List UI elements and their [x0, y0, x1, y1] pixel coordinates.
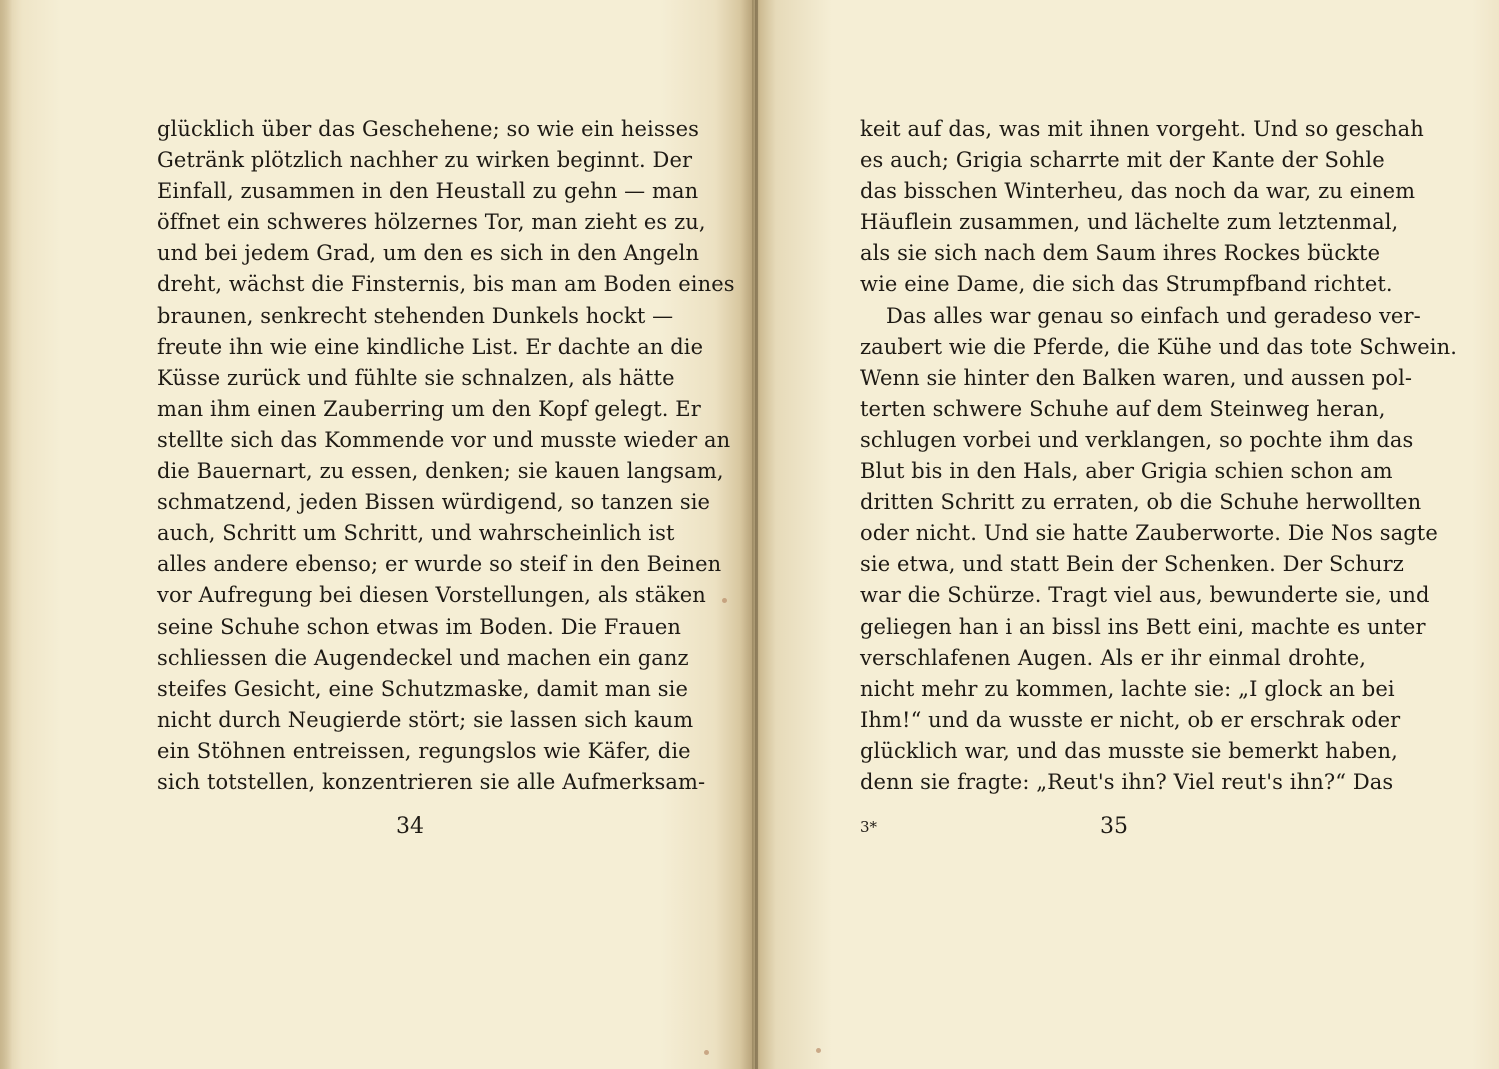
book-gutter	[755, 0, 758, 1069]
text-line: nicht mehr zu kommen, lachte sie: „I glock an bei	[860, 676, 1395, 701]
paper-speck	[816, 1048, 821, 1053]
text-line: ein Stöhnen entreissen, regungslos wie Käfer, die	[157, 738, 691, 763]
text-line: war die Schürze. Tragt viel aus, bewunderte sie, und	[860, 583, 1430, 608]
text-line: freute ihn wie eine kindliche List. Er dachte an die	[157, 334, 704, 359]
text-line: Ihm!“ und da wusste er nicht, ob er erschrak oder	[860, 707, 1401, 732]
text-line: seine Schuhe schon etwas im Boden. Die Frauen	[157, 614, 681, 639]
text-line: braunen, senkrecht stehenden Dunkels hockt —	[157, 303, 674, 328]
page-number-right: 35	[1100, 814, 1128, 839]
text-line: und bei jedem Grad, um den es sich in den Angeln	[157, 241, 700, 266]
text-line: Wenn sie hinter den Balken waren, und aussen pol-	[860, 365, 1413, 390]
text-line: Getränk plötzlich nachher zu wirken beginnt. Der	[157, 148, 693, 173]
text-line: dritten Schritt zu erraten, ob die Schuhe herwollten	[860, 490, 1422, 515]
paper-speck	[704, 1050, 709, 1055]
text-line: geliegen han i an bissl ins Bett eini, machte es unter	[860, 614, 1426, 639]
text-line: nicht durch Neugierde stört; sie lassen sich kaum	[157, 707, 694, 732]
text-line: verschlafenen Augen. Als er ihr einmal drohte,	[860, 645, 1366, 670]
text-line: zaubert wie die Pferde, die Kühe und das tote Schwein.	[860, 334, 1458, 359]
left-page-text	[157, 114, 735, 798]
paper-speck	[722, 598, 727, 603]
text-line: sich totstellen, konzentrieren sie alle Aufmerksam-	[157, 769, 706, 794]
text-line: Häuflein zusammen, und lächelte zum letztenmal,	[860, 210, 1399, 235]
text-line: das bisschen Winterheu, das noch da war, zu einem	[860, 179, 1416, 204]
text-line: es auch; Grigia scharrte mit der Kante der Sohle	[860, 148, 1385, 173]
text-line: oder nicht. Und sie hatte Zauberworte. Die Nos sagte	[860, 521, 1438, 546]
text-line: dreht, wächst die Finsternis, bis man am Boden eines	[157, 272, 735, 297]
text-line: denn sie fragte: „Reut's ihn? Viel reut's ihn?“ Das	[860, 769, 1394, 794]
text-line: vor Aufregung bei diesen Vorstellungen, als stäken	[157, 583, 706, 608]
text-line: auch, Schritt um Schritt, und wahrscheinlich ist	[157, 521, 675, 546]
signature-mark: 3*	[860, 818, 878, 836]
text-line: terten schwere Schuhe auf dem Steinweg heran,	[860, 396, 1386, 421]
text-line: keit auf das, was mit ihnen vorgeht. Und so geschah	[860, 117, 1424, 141]
text-line: die Bauernart, zu essen, denken; sie kauen langsam,	[157, 459, 724, 484]
text-line: alles andere ebenso; er wurde so steif in den Beinen	[157, 552, 722, 577]
text-line: Das alles war genau so einfach und geradeso ver-	[886, 303, 1421, 328]
text-line: öffnet ein schweres hölzernes Tor, man zieht es zu,	[157, 210, 706, 235]
page-edge-shadow	[0, 0, 12, 1069]
text-line: Einfall, zusammen in den Heustall zu gehn — man	[157, 179, 699, 204]
text-line: schmatzend, jeden Bissen würdigend, so tanzen sie	[157, 490, 711, 515]
text-line: wie eine Dame, die sich das Strumpfband richtet.	[860, 272, 1393, 297]
text-line: man ihm einen Zauberring um den Kopf gelegt. Er	[157, 396, 701, 421]
text-line: sie etwa, und statt Bein der Schenken. Der Schurz	[860, 552, 1404, 577]
right-page-text	[860, 114, 1458, 798]
text-line: glücklich war, und das musste sie bemerkt haben,	[860, 738, 1398, 763]
text-line: schlugen vorbei und verklangen, so pochte ihm das	[860, 427, 1414, 452]
text-line: schliessen die Augendeckel und machen ein ganz	[157, 645, 689, 670]
text-line: Blut bis in den Hals, aber Grigia schien schon am	[860, 459, 1393, 484]
text-line: steifes Gesicht, eine Schutzmaske, damit man sie	[157, 676, 689, 701]
page-number-left: 34	[396, 814, 424, 839]
text-line: glücklich über das Geschehene; so wie ein heisses	[157, 117, 699, 141]
text-line: stellte sich das Kommende vor und musste wieder an	[157, 427, 731, 452]
text-line: Küsse zurück und fühlte sie schnalzen, als hätte	[157, 365, 675, 390]
text-line: als sie sich nach dem Saum ihres Rockes bückte	[860, 241, 1381, 266]
